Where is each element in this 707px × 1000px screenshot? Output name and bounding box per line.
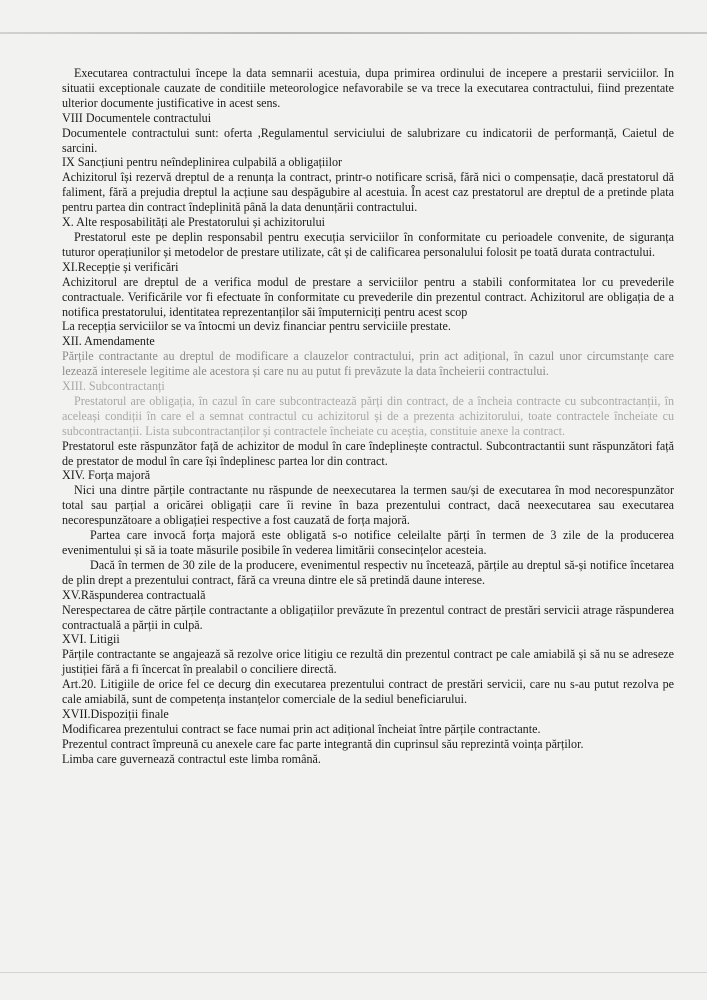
paragraph-art20: Art.20. Litigiile de orice fel ce decurg din executarea prezentului contract de prestări servicii, care nu s-au putut rezolva pe cale amiabilă, sunt de competența instanțelor comerciale de la sediul beneficiarului. — [62, 677, 674, 707]
paragraph-sanctions: Achizitorul își rezervă dreptul de a renunța la contract, printr-o notificare scrisă, fără nici o compensație, dacă prestatorul dă faliment, fără a prejudia dreptul la acțiune sau despăgubire al acestuia. În acest caz prestatorul are dreptul de a pretinde plata pentru partea din contract îndeplinită până la data denunțării contractului. — [62, 170, 674, 215]
heading-ix: IX Sancțiuni pentru neîndeplinirea culpabilă a obligațiilor — [62, 155, 343, 170]
heading-xvi: XVI. Litigii — [62, 632, 120, 647]
document-page — [62, 66, 674, 767]
paragraph-verification: Achizitorul are dreptul de a verifica modul de prestare a serviciilor pentru a stabili conformitatea lor cu prevederile contractuale. Verificările vor fi efectuate în conformitate cu prevederile din prezentul contract. Achizitorul are obligația de a notifica prestatorului, identitatea reprezentanților săi împuterniciți pentru acest scop — [62, 274, 674, 319]
heading-viii: VIII Documentele contractului — [62, 110, 212, 125]
heading-xvii: XVII.Dispoziții finale — [62, 706, 169, 721]
paragraph-termination: Dacă în termen de 30 zile de la producere, evenimentul respectiv nu încetează, părțile au dreptul să-și notifice încetarea de plin drept a prezentului contract, fără ca vreuna dintre ele să pretindă daune interese. — [62, 557, 674, 587]
paragraph-documents: Documentele contractului sunt: oferta ,Regulamentul serviciului de salubrizare cu indicatorii de performanță, Caietul de sarcini. — [62, 125, 674, 155]
paragraph-modification: Modificarea prezentului contract se face numai prin act adițional încheiat între părțile contractante. — [62, 721, 541, 736]
paragraph-amendments: Părțile contractante au dreptul de modificare a clauzelor contractului, prin act adițional, în cazul unor circumstanțe care lezează interesele legitime ale acestora și care nu au putut fi prevăzute la data încheierii contractului. — [62, 349, 674, 379]
heading-xiii: XIII. Subcontractanți — [62, 379, 165, 394]
paragraph-disputes: Părțile contractante se angajează să rezolve orice litigiu ce rezultă din prezentul contract pe cale amiabilă și să nu se adreseze justiției fără a fi încercat în prealabil o conciliere directă. — [62, 647, 674, 677]
paragraph-language: Limba care guvernează contractul este limba română. — [62, 751, 321, 766]
paragraph-execution: Executarea contractului începe la data semnarii acestuia, dupa primirea ordinului de incepere a prestarii serviciilor. In situatii exceptionale cauzate de conditiile meteorologice nefavorabile se va trece la executarea contractului, fiind prezentate ulterior documente justificative in acest sens. — [62, 66, 674, 110]
heading-xv: XV.Răspunderea contractuală — [62, 587, 206, 602]
scan-edge-top — [0, 32, 707, 34]
paragraph-subcontractors: Prestatorul are obligația, în cazul în care subcontractează părți din contract, de a încheia contracte cu subcontractanții, în aceleași condiții în care el a semnat contractul cu achizitorul și de a prezenta achizitorului, toate contractele încheiate cu subcontractanții. Lista subcontractanților și contractele încheiate cu aceștia, constituie anexe la contract. — [62, 393, 674, 438]
paragraph-notification: Partea care invocă forța majoră este obligată s-o notifice celeilalte părți în termen de 3 zile de la producerea evenimentului și să ia toate măsurile posibile în vederea limitării consecințelor acesteia. — [62, 528, 674, 557]
heading-xi: XI.Recepție și verificări — [62, 259, 179, 274]
scan-edge-bottom — [0, 972, 707, 973]
paragraph-prestator-liability: Prestatorul este răspunzător față de achizitor de modul în care îndeplinește contractul. Subcontractantii sunt răspunzători față de prestator de modul în care își îndeplinesc partea lor din contract. — [62, 438, 674, 468]
heading-xiv: XIV. Forța majoră — [62, 468, 151, 483]
paragraph-force-majeure: Nici una dintre părțile contractante nu răspunde de neexecutarea la termen sau/și de executarea în mod necorespunzător total sau parțial a oricărei obligații care îi revine în baza prezentului contract, dacă neexecutarea sau executarea necorespunzătoare a obligației respective a fost cauzată de forța majoră. — [62, 483, 674, 528]
paragraph-responsibilities: Prestatorul este pe deplin responsabil pentru execuția serviciilor în conformitate cu perioadele convenite, de siguranța tuturor operațiunilor și metodelor de prestare utilizate, cât și de calificarea personalului folosit pe toată durata contractului. — [62, 229, 674, 259]
paragraph-liability: Nerespectarea de către părțile contractante a obligațiilor prevăzute în prezentul contract de prestări servicii atrage răspunderea contractuală a părții in culpă. — [62, 602, 674, 632]
paragraph-reception: La recepția serviciilor se va întocmi un deviz financiar pentru serviciile prestate. — [62, 319, 451, 334]
heading-xii: XII. Amendamente — [62, 334, 155, 349]
heading-x: X. Alte resposabilități ale Prestatorului și achizitorului — [62, 215, 325, 230]
paragraph-annexes: Prezentul contract împreună cu anexele care fac parte integrantă din cuprinsul său reprezintă voința părților. — [62, 736, 584, 751]
